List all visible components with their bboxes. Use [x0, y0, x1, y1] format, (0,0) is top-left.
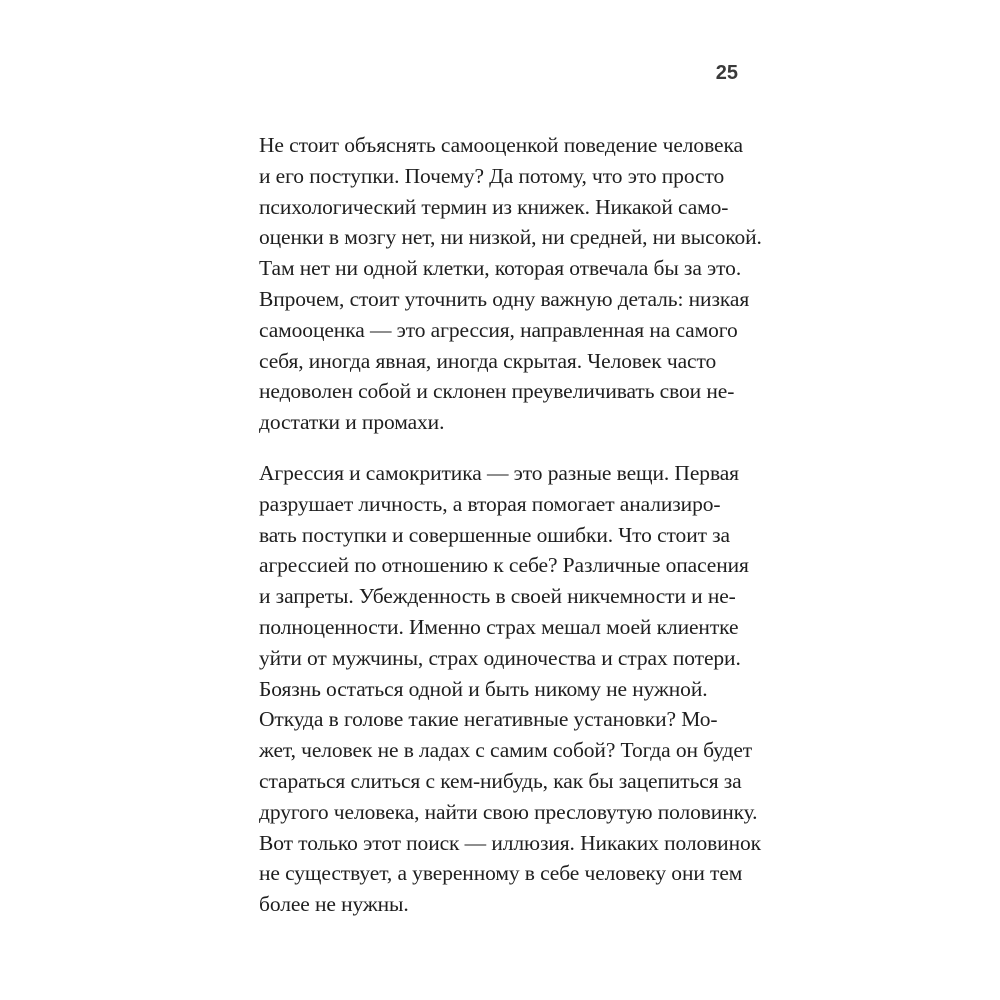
text-line: Боязнь остаться одной и быть никому не нужной.: [259, 676, 708, 701]
text-line: вать поступки и совершенные ошибки. Что стоит за: [259, 522, 731, 547]
text-line: Вот только этот поиск — иллюзия. Никаких половинок: [259, 830, 761, 855]
paragraph-2: [259, 458, 761, 920]
text-line: и его поступки. Почему? Да потому, что это просто: [259, 163, 725, 188]
text-line: себя, иногда явная, иногда скрытая. Человек часто: [259, 348, 717, 373]
page-number: 25: [715, 62, 738, 84]
paragraph-1: [259, 130, 762, 438]
text-line: разрушает личность, а вторая помогает анализиро-: [259, 491, 721, 516]
text-line: Там нет ни одной клетки, которая отвечала бы за это.: [259, 256, 742, 281]
text-line: уйти от мужчины, страх одиночества и страх потери.: [259, 645, 741, 670]
text-line: самооценка — это агрессия, направленная на самого: [259, 317, 738, 342]
text-line: полноценности. Именно страх мешал моей клиентке: [259, 614, 739, 639]
text-line: не существует, а уверенному в себе человеку они тем: [259, 861, 743, 886]
text-line: более не нужны.: [259, 892, 409, 917]
text-line: стараться слиться с кем-нибудь, как бы зацепиться за: [259, 768, 742, 793]
text-line: оценки в мозгу нет, ни низкой, ни средней, ни высокой.: [259, 225, 762, 250]
text-line: психологический термин из книжек. Никакой само-: [259, 194, 729, 219]
text-line: Впрочем, стоит уточнить одну важную деталь: низкая: [259, 286, 750, 311]
text-line: Агрессия и самокритика — это разные вещи. Первая: [259, 461, 739, 485]
text-line: другого человека, найти свою пресловутую половинку.: [259, 799, 758, 824]
text-line: достатки и промахи.: [259, 410, 445, 435]
text-line: жет, человек не в ладах с самим собой? Тогда он будет: [259, 738, 753, 763]
text-line: Откуда в голове такие негативные установки? Мо-: [259, 707, 718, 732]
text-line: недоволен собой и склонен преувеличивать свои не-: [259, 379, 735, 404]
text-line: Не стоит объяснять самооценкой поведение человека: [259, 133, 743, 157]
text-line: и запреты. Убежденность в своей никчемности и не-: [259, 584, 736, 609]
text-line: агрессией по отношению к себе? Различные опасения: [259, 553, 749, 578]
